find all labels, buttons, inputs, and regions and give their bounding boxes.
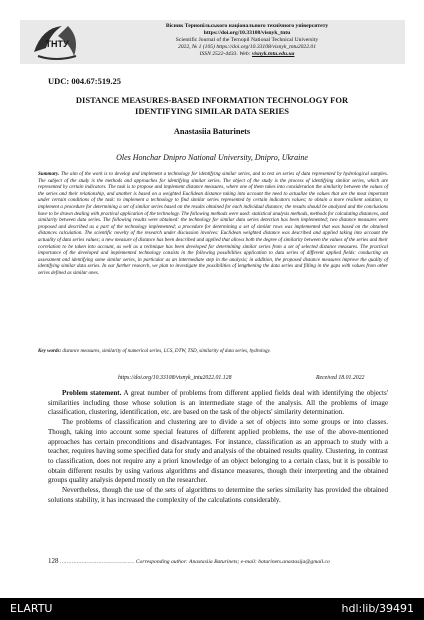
abstract <box>38 171 388 277</box>
corresponding-author: Corresponding author: Anastasiia Baturinets; e-mail: baturinets.anastasija@gmail.co <box>135 559 330 565</box>
keywords <box>38 348 388 355</box>
journal-header <box>20 20 405 64</box>
udc-code: UDC: 004.67:519.25 <box>48 76 121 86</box>
paragraph: Problem statement. A great number of problems from different applied fields deal with identifying the objects' similarities including those whose solution is an intermediate stage of the analysis. All the problems of image classification, clustering, identification, etc. are based on the task of the objects' similarity determination. <box>48 389 388 417</box>
paper-title: DISTANCE MEASURES-BASED INFORMATION TECHNOLOGY FOR IDENTIFYING SIMILAR DATA SERIES <box>75 95 349 116</box>
keywords-label: Key words: <box>38 348 62 354</box>
author-affiliation: Oles Honchar Dnipro National University, Dnipro, Ukraine <box>116 153 308 162</box>
abstract-text: The aim of the work is to develop and implement a technology for identifying similar series, and to test on series of data represented by hydrological samples. The subject of the study is the methods and approaches for identifying similar series. The object of the study is the process of identifying similar series, which are represented by certain indicators. The task is to propose and implement distance measures, where one of them takes into consideration the similarity between the values of the series and their relationship, and another is based on a weighted Euclidean distance taking into account the need to actualize the values that are the most important under certain conditions of the task: to implement a technology to find similar series represented by certain indicators values; to obtain a more resilient solution, to implement a procedure for determining a set of similar series based on the results obtained for each individual distance; the results should be analyzed and the conclusions have to be drawn dealing with practical application of the technology. The following methods were used: statistical analysis methods, methods for calculating distances, and similarity between data series. The following results were obtained: the technology for similar data series detection has been implemented; two distance measures were proposed and described as a part of the technology implemented; a procedure for determining a set of similar rows was implemented that was based on the obtained distances calculation. The scientific novelty of the research under discussion involves: Euclidean weighted distance was described and applied taking into account the actuality of data series values; a new measure of distance has been described and applied that allows both the degree of similarity between the values of the series and their correlation to be taken into account, as well as a technique has been developed for determining similar series from a set of selected distance measures. The practical importance of the developed and implemented technology consists in the following possibilities application to data series of different applied fields: conducting an assessment and identifying some similar series, in particular as an intermediate step in the analysis; in addition, the proposed distance measures improve the quality of identifying similar data series. In our further research, we plan to investigate the possibilities of lengthening the data series and filling in the gaps with values from other series defined as similar ones. <box>38 171 388 276</box>
journal-doi[interactable]: https://doi.org/10.33108/visnyk_tntu <box>203 30 291 36</box>
handle-id[interactable]: hdl:lib/39491 <box>341 602 414 615</box>
article-body <box>48 389 388 505</box>
issn-line: ISSN 2522-4433. Web: visnyk.tntu.edu.ua <box>199 51 295 57</box>
journal-info <box>92 23 402 58</box>
page-footer: 128 ……………………………………… Corresponding author: Anastasiia Baturinets; e-mail: baturinets.anastasija@gmail.co <box>48 557 330 565</box>
repository-bar <box>0 598 424 620</box>
section-heading: Problem statement. <box>62 389 122 397</box>
article-doi[interactable]: https://doi.org/10.33108/visnyk_tntu2022.01.128 <box>118 375 232 381</box>
received-date: Received 18.01.2022 <box>316 375 365 381</box>
svg-text:ТНТУ: ТНТУ <box>45 39 69 49</box>
page-number: 128 <box>48 557 59 565</box>
university-logo-icon <box>28 22 86 62</box>
issue-info: 2022, № 1 (105) https://doi.org/10.33108/visnyk_tntu2022.01 <box>177 44 317 50</box>
paragraph: Nevertheless, though the use of the sets of algorithms to determine the series similarity has provided the obtained solutions stability, it has increased the complexity of the calculations considerably. <box>48 486 388 504</box>
repository-name: ELARTU <box>10 602 53 615</box>
paragraph: The problems of classification and clustering are to divide a set of objects into some groups or into classes. Though, taking into account some special features of different applied problems, the use of the above-mentioned approaches has certain preconditions and disadvantages. For instance, classification as an approach to study with a teacher, requires having some specified data for study and analysis of the obtained results quality. Clustering, in contrast to classification, does not require any a priori knowledge of an object belonging to a certain class, but it is possible to obtain different results by using various algorithms and distance measures, though their interpreting and the obtained groups quality analysis depend mostly on the researcher. <box>48 418 388 485</box>
author-name: Anastasiia Baturinets <box>173 127 251 136</box>
keywords-text: distance measures, similarity of numerical series, LCS, DTW, TSD, similarity of data series, hydrology. <box>61 348 271 354</box>
journal-website-link[interactable]: visnyk.tntu.edu.ua <box>251 51 295 57</box>
journal-name-en: Scientific Journal of the Ternopil National Technical University <box>175 37 319 43</box>
journal-name-ua: Вісник Тернопільського національного технічного університету <box>165 23 329 29</box>
abstract-label: Summary. <box>38 171 60 177</box>
